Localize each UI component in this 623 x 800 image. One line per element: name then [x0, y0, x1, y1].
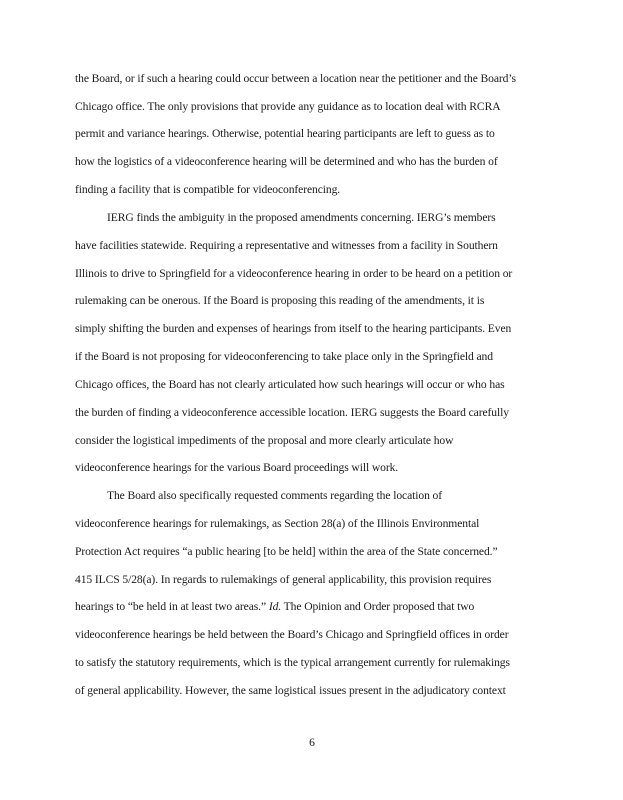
text-line: Chicago offices, the Board has not clearly articulated how such hearings will occur or who has — [75, 378, 505, 391]
text-line: of general applicability. However, the same logistical issues present in the adjudicatory context — [75, 684, 506, 697]
citation-id: Id. — [268, 600, 282, 613]
page-number: 6 — [309, 736, 315, 749]
text-line: the Board, or if such a hearing could occur between a location near the petitioner and the Board’s — [75, 72, 516, 85]
text-line: consider the logistical impediments of the proposal and more clearly articulate how — [75, 434, 454, 447]
text-line: simply shifting the burden and expenses of hearings from itself to the hearing participants. Even — [75, 322, 512, 335]
text-line: have facilities statewide. Requiring a representative and witnesses from a facility in Southern — [75, 239, 498, 252]
text-line: if the Board is not proposing for videoconferencing to take place only in the Springfield and — [75, 350, 493, 363]
text-line: to satisfy the statutory requirements, which is the typical arrangement currently for rulemakings — [75, 656, 510, 669]
text-line: videoconference hearings for rulemakings, as Section 28(a) of the Illinois Environmental — [75, 517, 480, 530]
text-line: the burden of finding a videoconference accessible location. IERG suggests the Board carefully — [75, 406, 509, 419]
text-line: The Board also specifically requested comments regarding the location of — [107, 489, 443, 502]
text-line: finding a facility that is compatible for videoconferencing. — [75, 183, 341, 196]
text-line: hearings to “be held in at least two areas.” Id. The Opinion and Order proposed that two — [75, 600, 475, 613]
text-line: videoconference hearings for the various Board proceedings will work. — [75, 461, 399, 474]
text-line: 415 ILCS 5/28(a). In regards to rulemakings of general applicability, this provision requires — [75, 573, 492, 586]
text-line: permit and variance hearings. Otherwise, potential hearing participants are left to guess as to — [75, 127, 495, 140]
text-line: IERG finds the ambiguity in the proposed amendments concerning. IERG’s members — [107, 211, 496, 224]
text-line: how the logistics of a videoconference hearing will be determined and who has the burden of — [75, 155, 498, 168]
text-line: Chicago office. The only provisions that provide any guidance as to location deal with RCRA — [75, 100, 501, 113]
text-line: videoconference hearings be held between the Board’s Chicago and Springfield offices in order — [75, 628, 509, 641]
text-line: Illinois to drive to Springfield for a videoconference hearing in order to be heard on a petition or — [75, 267, 513, 280]
text-line: Protection Act requires “a public hearing [to be held] within the area of the State concerned.” — [75, 545, 498, 558]
text-line: rulemaking can be onerous. If the Board is proposing this reading of the amendments, it is — [75, 294, 485, 307]
